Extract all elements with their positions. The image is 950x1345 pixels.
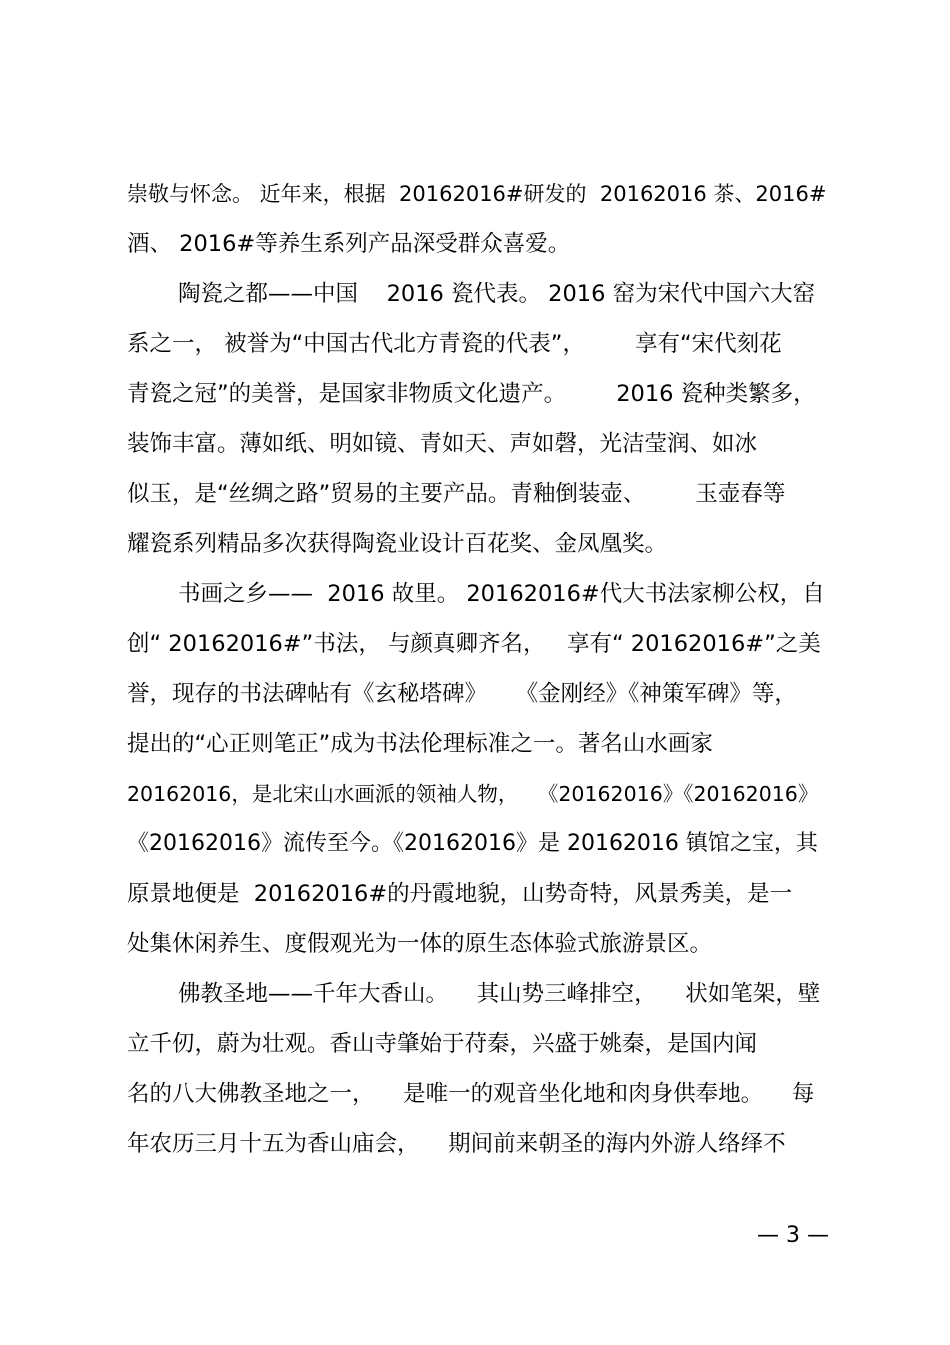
text-line: 《20162016》流传至今。《20162016》是 20162016 镇馆之宝，其 [127,831,818,856]
page-number: — 3 — [757,1223,829,1248]
text-line: 20162016，是北宋山水画派的领袖人物， 《20162016》《20162016》 [127,782,819,806]
text-line: 名的八大佛教圣地之一， 是唯一的观音坐化地和肉身供奉地。 每 [127,1081,815,1107]
text-line: 书画之乡—— 2016 故里。 20162016#代大书法家柳公权，自 [178,581,825,607]
text-line: 立千仞，蔚为壮观。香山寺肇始于苻秦，兴盛于姚秦，是国内闻 [127,1031,758,1057]
text-line: 处集休闲养生、度假观光为一体的原生态体验式旅游景区。 [127,931,713,957]
text-line: 似玉，是“丝绸之路”贸易的主要产品。青釉倒装壶、 玉壶春等 [127,481,786,507]
text-line: 佛教圣地——千年大香山。 其山势三峰排空， 状如笔架，壁 [178,981,821,1007]
text-line: 青瓷之冠”的美誉，是国家非物质文化遗产。 2016 瓷种类繁多， [127,381,816,407]
text-line: 誉，现存的书法碑帖有《玄秘塔碑》 《金刚经》《神策军碑》等， [127,681,797,707]
text-line: 耀瓷系列精品多次获得陶瓷业设计百花奖、金凤凰奖。 [127,531,668,557]
text-line: 陶瓷之都——中国 2016 瓷代表。 2016 窑为宋代中国六大窑 [178,281,816,307]
text-line: 系之一， 被誉为“中国古代北方青瓷的代表”， 享有“宋代刻花 [127,331,782,357]
text-line: 酒、 2016#等养生系列产品深受群众喜爱。 [127,231,571,257]
text-line: 创“ 20162016#”书法， 与颜真卿齐名， 享有“ 20162016#”之美 [127,631,821,657]
text-line: 提出的“心正则笔正”成为书法伦理标准之一。著名山水画家 [127,731,713,757]
text-line: 装饰丰富。薄如纸、明如镜、青如天、声如磬，光洁莹润、如冰 [127,431,758,457]
text-line: 原景地便是 20162016#的丹霞地貌，山势奇特，风景秀美，是一 [127,881,793,907]
text-line: 年农历三月十五为香山庙会， 期间前来朝圣的海内外游人络绎不 [127,1131,786,1157]
text-line: 崇敬与怀念。 近年来，根据 20162016#研发的 20162016 茶、2016# [127,182,827,206]
